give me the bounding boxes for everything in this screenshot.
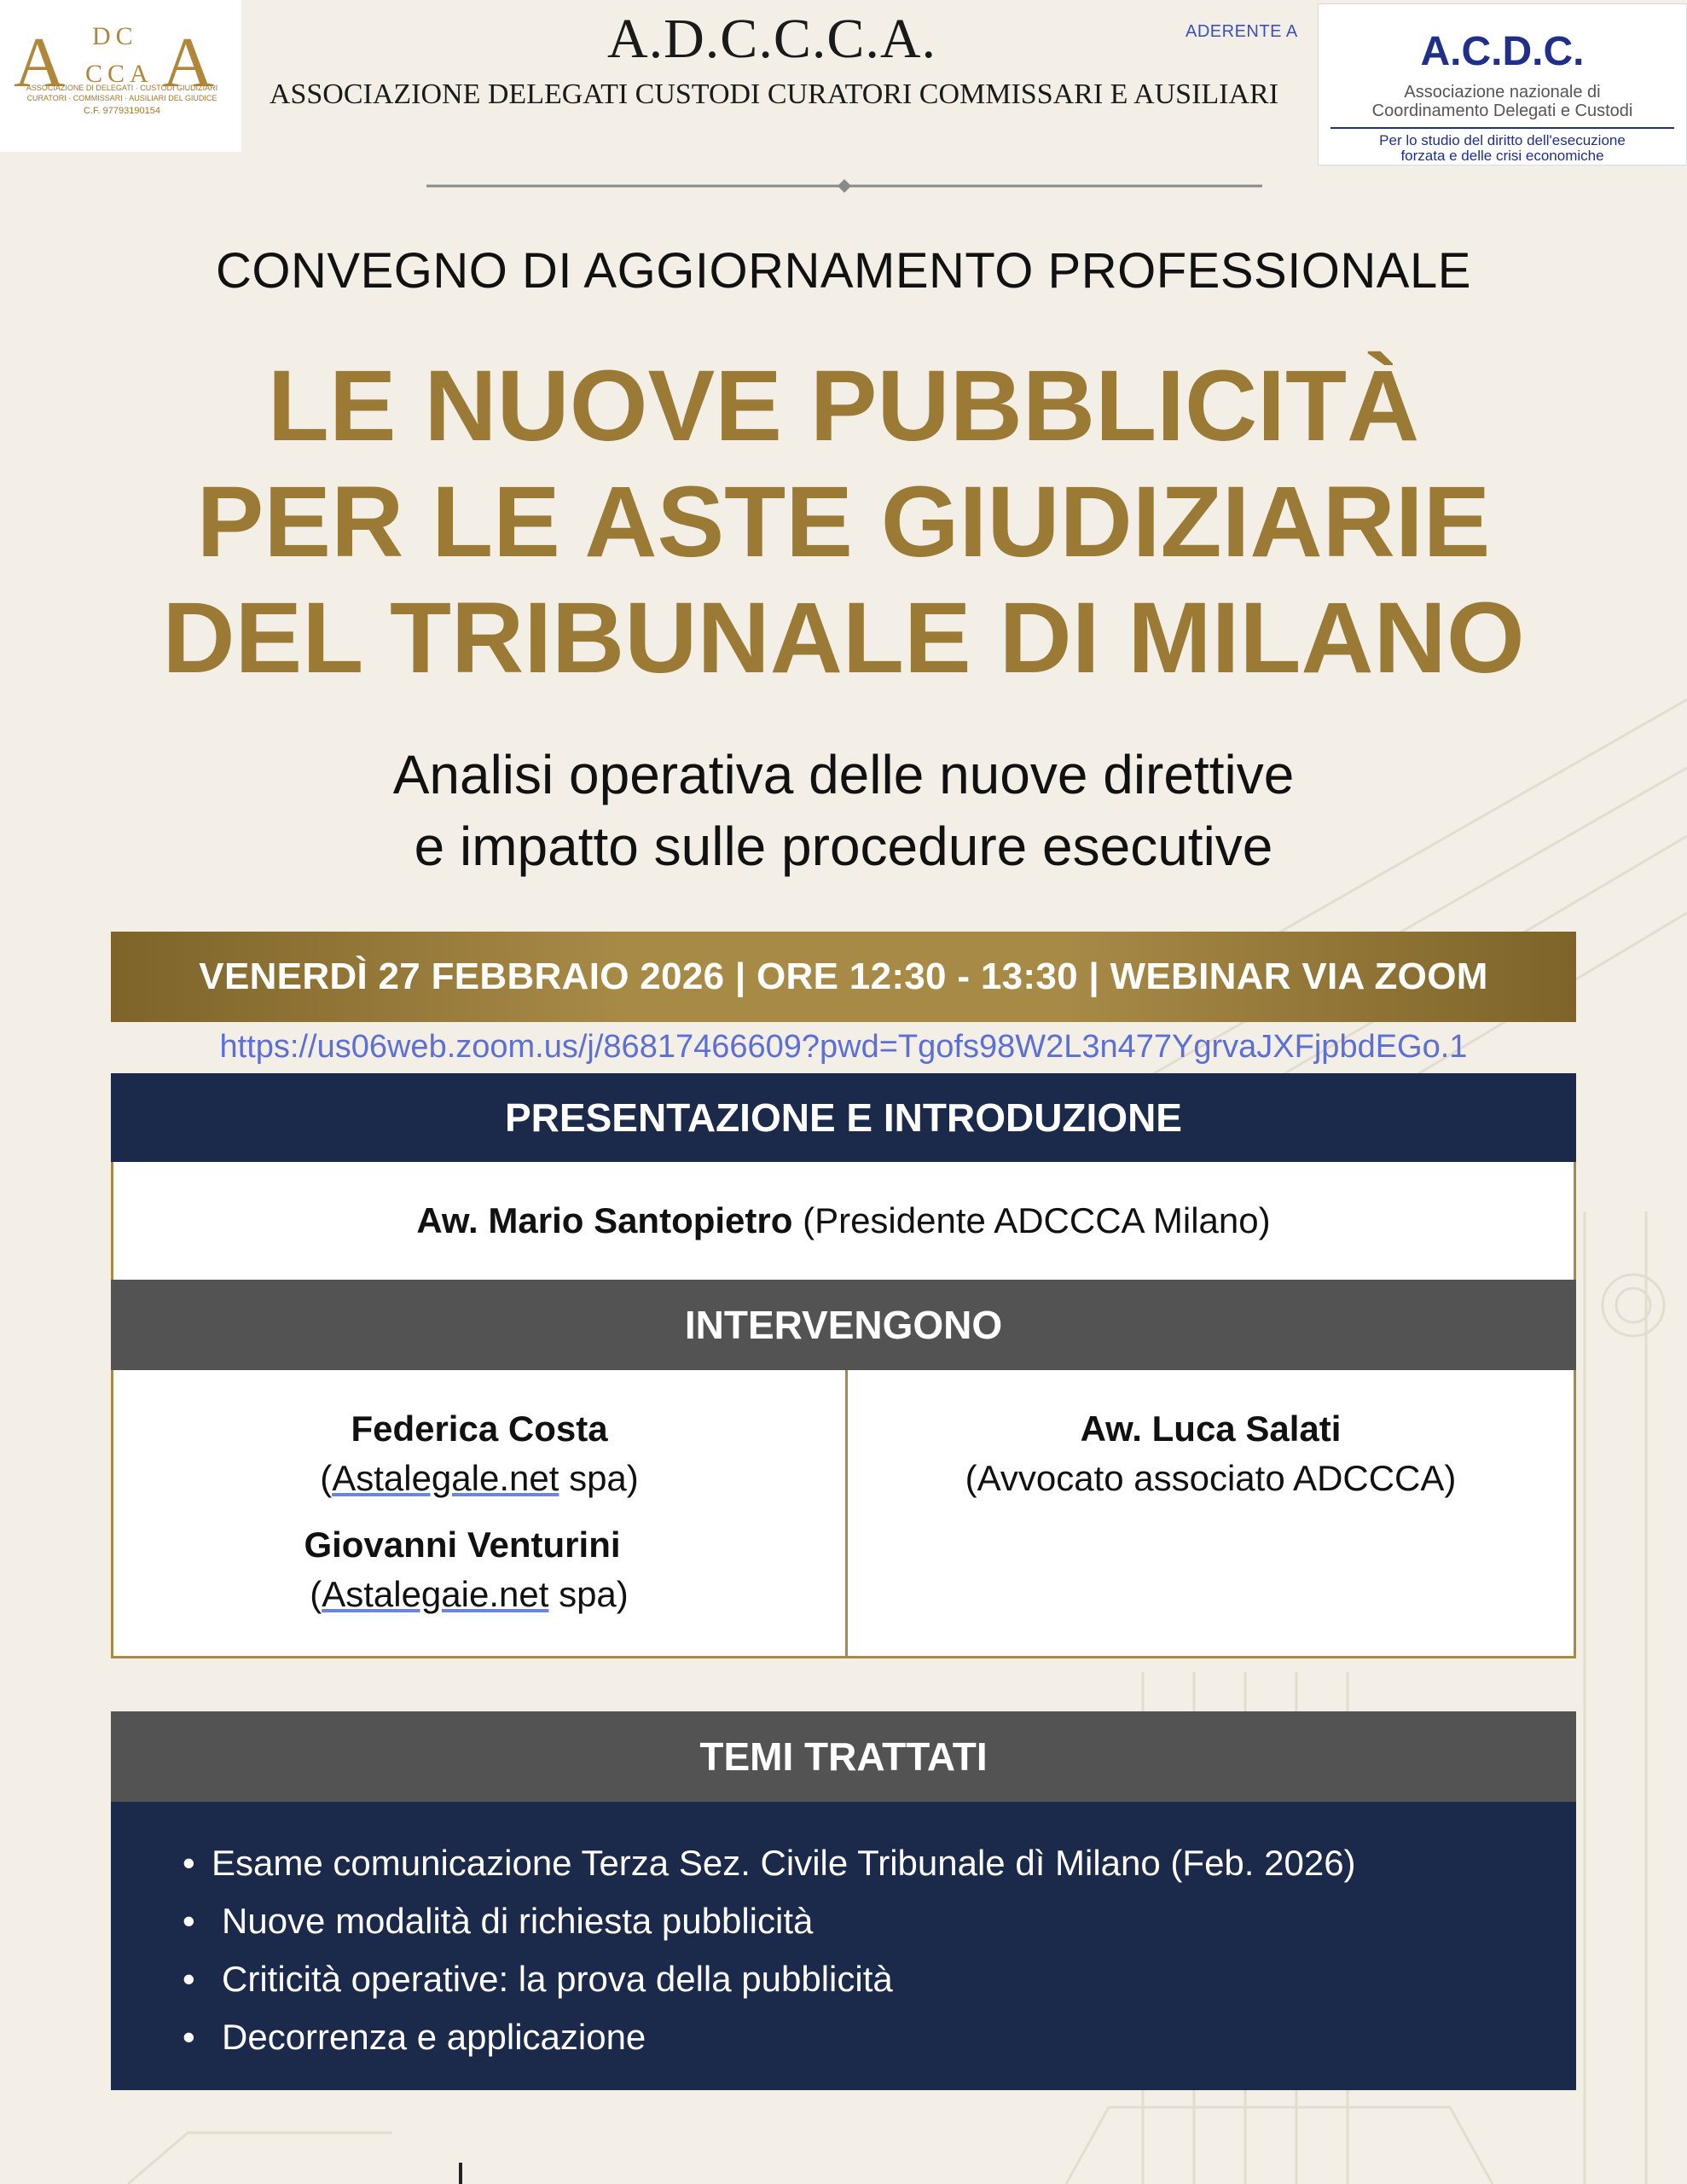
list-item	[183, 1834, 1576, 1892]
acdc-logo-line-2: Coordinamento Delegati e Custodi	[1371, 102, 1633, 120]
paren-open: (	[320, 1458, 333, 1498]
bullet-icon: •	[183, 1843, 195, 1883]
logo-letters-cca: CCA	[85, 60, 154, 88]
acdc-logo-name: A.C.D.C.	[1420, 29, 1585, 74]
event-subtitle-line-2: e impatto sulle procedure esecutive	[414, 816, 1273, 877]
topic-text: Criticità operative: la prova della pubblicità	[222, 1959, 893, 1999]
event-subtitle	[0, 739, 1687, 882]
logo-letters-dc: DC	[92, 22, 138, 50]
paren-open: (	[310, 1574, 322, 1614]
event-title-line-2: PER LE ASTE GIUDIZIARIE	[196, 466, 1491, 578]
logo-tagline-1: ASSOCIAZIONE DI DELEGATI · CUSTODI GIUDIZIARI	[26, 84, 218, 92]
logo-letter-a-left: A	[14, 23, 66, 102]
event-title	[0, 348, 1687, 696]
bullet-icon: •	[183, 1959, 195, 1999]
logo-fiscal-code: C.F. 97793190154	[84, 106, 160, 116]
speakers-table	[111, 1370, 1576, 1658]
bullet-icon: •	[183, 1901, 195, 1941]
speaker-affiliation-link[interactable]: Astalegaie.net	[322, 1574, 549, 1614]
speaker-affiliation	[113, 1454, 845, 1503]
topic-text: Nuove modalità di richiesta pubblicità	[222, 1901, 814, 1941]
topic-text: Esame comunicazione Terza Sez. Civile Tribunale dì Milano (Feb. 2026)	[212, 1843, 1356, 1883]
acdc-logo-rule	[1330, 127, 1674, 129]
affiliation-suffix: spa)	[548, 1574, 629, 1614]
presenter-name: Aw. Mario Santopietro	[416, 1200, 793, 1240]
speaker-role: (Avvocato associato ADCCCA)	[965, 1458, 1457, 1498]
affiliation-suffix: spa)	[559, 1458, 639, 1498]
aderente-label: ADERENTE A	[1186, 22, 1298, 41]
topic-text: Decorrenza e applicazione	[222, 2017, 646, 2057]
topics-heading: TEMI TRATTATI	[111, 1711, 1576, 1802]
presenter-role: (Presidente ADCCCA Milano)	[803, 1200, 1271, 1240]
topics-list	[111, 1802, 1576, 2090]
bullet-icon: •	[183, 2017, 195, 2057]
list-item	[183, 1892, 1576, 1950]
presentation-heading: PRESENTAZIONE E INTRODUZIONE	[111, 1073, 1576, 1162]
speakers-column-left	[113, 1370, 848, 1656]
zoom-link[interactable]: https://us06web.zoom.us/j/86817466609?pwd=Tgofs98W2L3n477YgrvaJXFjpbdEGo.1	[219, 1029, 1468, 1065]
event-title-line-3: DEL TRIBUNALE DI MILANO	[162, 582, 1525, 694]
association-acronym: A.D.C.C.C.A.	[606, 8, 937, 70]
adccca-logo	[0, 0, 241, 152]
ornamental-divider	[426, 176, 1262, 196]
event-subtitle-line-1: Analisi operativa delle nuove direttive	[392, 744, 1295, 805]
speaker-affiliation-link[interactable]: Astalegale.net	[332, 1458, 559, 1498]
acdc-logo-line-1: Associazione nazionale di	[1404, 83, 1601, 102]
event-kicker: CONVEGNO DI AGGIORNAMENTO PROFESSIONALE	[216, 243, 1471, 299]
speaker-name: Federica Costa	[351, 1409, 608, 1449]
logo-tagline-2: CURATORI · COMMISSARI · AUSILIARI DEL GIUDICE	[26, 94, 217, 102]
speaker-name: Giovanni Venturini	[304, 1525, 621, 1565]
speaker-name: Aw. Luca Salati	[1080, 1409, 1342, 1449]
speakers-heading: INTERVENGONO	[111, 1280, 1576, 1370]
speakers-column-right	[848, 1370, 1574, 1656]
presenter-box	[111, 1162, 1576, 1280]
list-item	[183, 1950, 1576, 2008]
list-item	[183, 2008, 1576, 2066]
event-title-line-1: LE NUOVE PUBBLICITÀ	[267, 350, 1420, 462]
logo-letter-a-right: A	[162, 23, 214, 102]
association-full-name: ASSOCIAZIONE DELEGATI CUSTODI CURATORI COMMISSARI E AUSILIARI	[269, 78, 1279, 110]
acdc-logo-line-3: Per lo studio del diritto dell'esecuzione	[1379, 132, 1626, 148]
speaker-affiliation	[93, 1570, 845, 1619]
acdc-logo	[1318, 3, 1687, 166]
acdc-logo-line-4: forzata e delle crisi economiche	[1400, 148, 1604, 164]
event-date-bar: VENERDÌ 27 FEBBRAIO 2026 | ORE 12:30 - 13:30 | WEBINAR VIA ZOOM	[111, 932, 1576, 1022]
